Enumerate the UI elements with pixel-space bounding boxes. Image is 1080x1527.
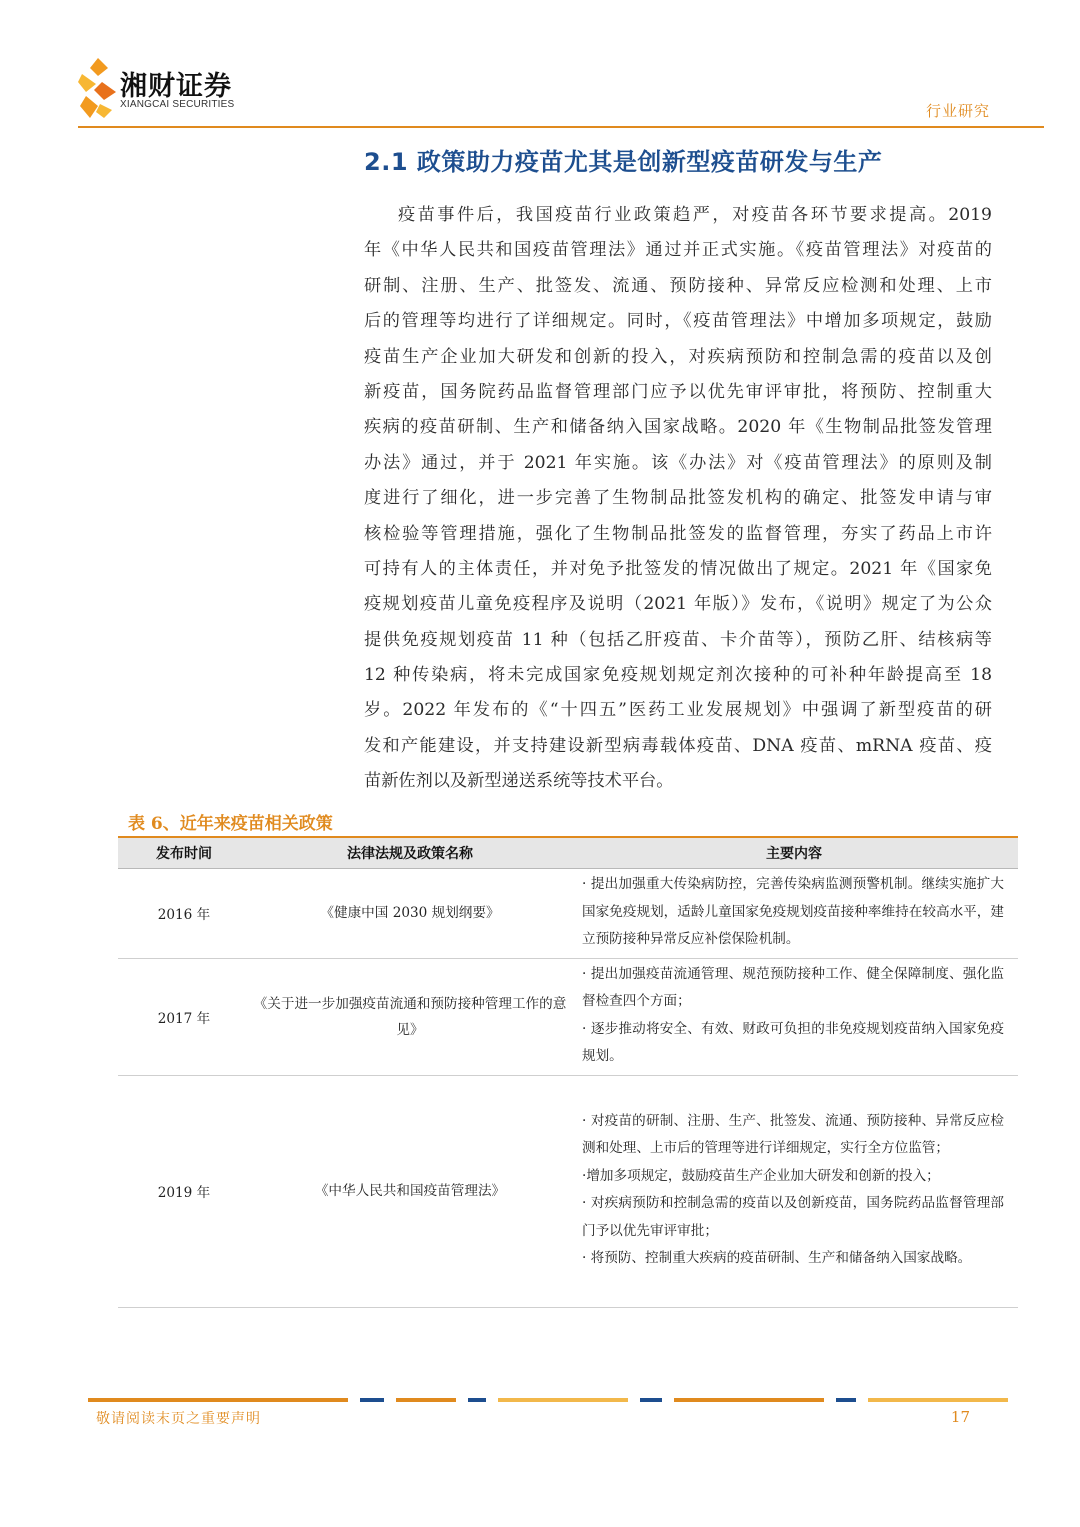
logo-mark-icon	[78, 56, 118, 120]
cell-policy-name: 《中华人民共和国疫苗管理法》	[250, 1075, 570, 1307]
paragraph-line: 核检验等管理措施，强化了生物制品批签发的监督管理，夯实了药品上市许	[364, 523, 992, 544]
brand-name-cn: 湘财证券	[120, 71, 232, 102]
header-divider	[78, 126, 1044, 128]
cell-year: 2017 年	[118, 958, 250, 1075]
cell-content: · 对疫苗的研制、注册、生产、批签发、流通、预防接种、异常反应检测和处理、上市后的管理等进行详细规定，实行全方位监管； ·增加多项规定，鼓励疫苗生产企业加大研发和创新的投入； · 对疾病预防和控制急需的疫苗以及创新疫苗，国务院药品监督管理部门予以优先审评审批； · 将预防、控制重大疾病的疫苗研制、生产和储备纳入国家战略。	[570, 1075, 1018, 1307]
report-category: 行业研究	[925, 102, 990, 120]
paragraph-line: 年《中华人民共和国疫苗管理法》通过并正式实施。《疫苗管理法》对疫苗的	[364, 240, 992, 261]
table-row	[118, 869, 1018, 959]
section-title: 2.1 政策助力疫苗尤其是创新型疫苗研发与生产	[364, 148, 883, 176]
footer-decorative-bar	[88, 1398, 1008, 1402]
paragraph-line: 后的管理等均进行了详细规定。同时，《疫苗管理法》中增加多项规定，鼓励	[364, 311, 992, 332]
paragraph-line: 可持有人的主体责任，并对免予批签发的情况做出了规定。2021 年《国家免	[364, 558, 992, 579]
policy-table	[118, 838, 1018, 1308]
footer-disclaimer: 敬请阅读末页之重要声明	[96, 1411, 261, 1427]
paragraph-line: 岁。2022 年发布的《“十四五”医药工业发展规划》中强调了新型疫苗的研	[364, 700, 992, 721]
table-header-row	[118, 838, 1018, 869]
cell-policy-name: 《健康中国 2030 规划纲要》	[250, 869, 570, 959]
paragraph-line: 办法》通过，并于 2021 年实施。该《办法》对《疫苗管理法》的原则及制	[364, 452, 992, 473]
brand-name-en: XIANGCAI SECURITIES	[120, 99, 235, 110]
paragraph-line: 疾病的疫苗研制、生产和储备纳入国家战略。2020 年《生物制品批签发管理	[364, 417, 992, 438]
cell-content: · 提出加强重大传染病防控，完善传染病监测预警机制。继续实施扩大国家免疫规划，适龄儿童国家免疫规划疫苗接种率维持在较高水平，建立预防接种异常反应补偿保险机制。	[570, 869, 1018, 959]
paragraph-line: 度进行了细化，进一步完善了生物制品批签发机构的确定、批签发申请与审	[364, 488, 992, 509]
table-caption: 表 6、近年来疫苗相关政策	[128, 814, 333, 834]
paragraph-line: 研制、注册、生产、批签发、流通、预防接种、异常反应检测和处理、上市	[364, 275, 992, 296]
page-number: 17	[950, 1408, 970, 1426]
paragraph-line: 疫苗生产企业加大研发和创新的投入，对疾病预防和控制急需的疫苗以及创	[364, 346, 992, 367]
paragraph-line: 苗新佐剂以及新型递送系统等技术平台。	[364, 771, 674, 792]
paragraph-line: 疫规划疫苗儿童免疫程序及说明（2021 年版）》发布，《说明》规定了为公众	[364, 594, 992, 615]
header-date: 发布时间	[118, 838, 250, 869]
paragraph-line: 新疫苗，国务院药品监督管理部门应予以优先审评审批，将预防、控制重大	[364, 381, 992, 402]
table-row	[118, 1075, 1018, 1307]
header-policy-name: 法律法规及政策名称	[250, 838, 570, 869]
table-row	[118, 958, 1018, 1075]
cell-year: 2016 年	[118, 869, 250, 959]
header-content: 主要内容	[570, 838, 1018, 869]
company-logo	[78, 56, 258, 120]
cell-content: · 提出加强疫苗流通管理、规范预防接种工作、健全保障制度、强化监督检查四个方面； · 逐步推动将安全、有效、财政可负担的非免疫规划疫苗纳入国家免疫规划。	[570, 958, 1018, 1075]
paragraph-line: 发和产能建设，并支持建设新型病毒载体疫苗、DNA 疫苗、mRNA 疫苗、疫	[364, 735, 992, 756]
paragraph-line: 12 种传染病，将未完成国家免疫规划规定剂次接种的可补种年龄提高至 18	[364, 665, 992, 686]
paragraph-line: 提供免疫规划疫苗 11 种（包括乙肝疫苗、卡介苗等），预防乙肝、结核病等	[364, 629, 992, 650]
cell-year: 2019 年	[118, 1075, 250, 1307]
cell-policy-name: 《关于进一步加强疫苗流通和预防接种管理工作的意见》	[250, 958, 570, 1075]
body-paragraph	[364, 198, 992, 800]
paragraph-line: 疫苗事件后，我国疫苗行业政策趋严，对疫苗各环节要求提高。2019	[398, 205, 992, 225]
